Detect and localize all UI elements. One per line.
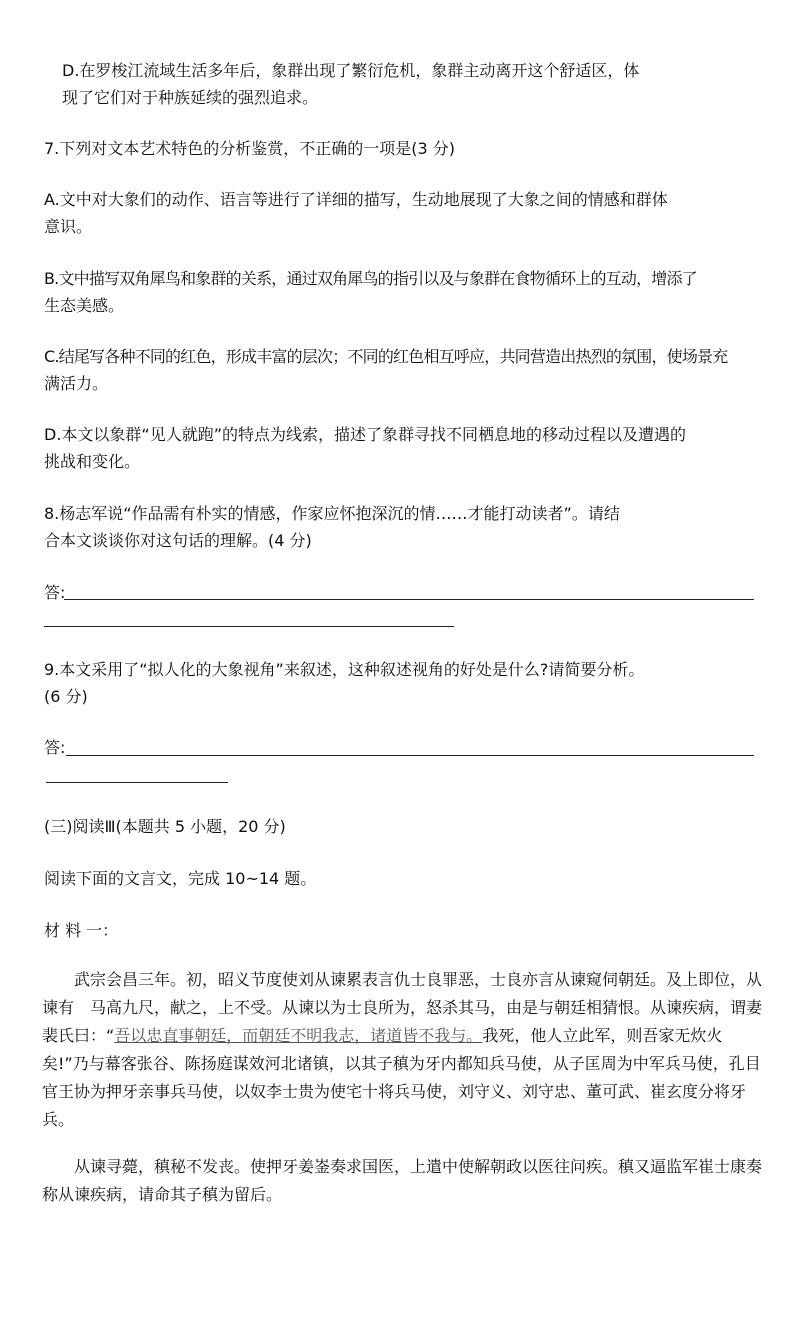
q7-option-a-line1: A.文中对大象们的动作、语言等进行了详细的描写，生动地展现了大象之间的情感和群体: [44, 190, 668, 209]
q7-option-c-line1: C.结尾写各种不同的红色，形成丰富的层次；不同的红色相互呼应，共同营造出热烈的氛围，使场景充: [44, 347, 728, 366]
passage-text-before: 武宗会昌三年。初，昭义节度使刘从谏累表言仇士良罪恶，士良亦言从谏窥伺朝廷。及上即位，从谏有 马高九尺，献之，上不受。从谏以为士良所为，怒杀其马，由是与朝廷相猜恨。从谏疾病，谓妻裴氏曰：“: [42, 970, 763, 1045]
q8-answer-line-2[interactable]: [44, 626, 454, 627]
q7-option-a[interactable]: [44, 186, 764, 240]
q9-stem-line1: 9.本文采用了“拟人化的大象视角”来叙述，这种叙述视角的好处是什么?请简要分析。: [44, 660, 645, 679]
q7-option-b[interactable]: [44, 265, 764, 319]
q7-option-b-line2: 生态美感。: [44, 296, 125, 315]
q9-stem-line2: (6 分): [44, 687, 88, 706]
q8-answer-label: 答:: [44, 583, 66, 602]
q9-answer-line-2[interactable]: [46, 782, 228, 783]
q8-answer-line-1[interactable]: [64, 599, 754, 600]
q7-option-c-line2: 满活力。: [44, 374, 109, 393]
q6-option-d: [62, 57, 762, 111]
q7-option-c[interactable]: [44, 343, 764, 397]
q7-option-d-line1: D.本文以象群“见人就跑”的特点为线索，描述了象群寻找不同栖息地的移动过程以及遭遇的: [44, 425, 686, 444]
section-instruction: 阅读下面的文言文，完成 10~14 题。: [44, 869, 317, 888]
underlined-sentence: 吾以忠直事朝廷，而朝廷不明我志，诸道皆不我与。: [114, 1026, 483, 1045]
q9-stem: [44, 656, 764, 710]
material-label: 材 料 一：: [44, 921, 119, 940]
section-heading: (三)阅读Ⅲ(本题共 5 小题，20 分): [44, 817, 286, 836]
q9-answer-label: 答:: [44, 738, 66, 757]
q6-option-d-line1: D.在罗梭江流域生活多年后，象群出现了繁衍危机，象群主动离开这个舒适区，体: [62, 61, 640, 80]
q9-answer-line-1[interactable]: [66, 755, 754, 756]
q6-option-d-line2: 现了它们对于种族延续的强烈追求。: [62, 88, 319, 107]
passage-paragraph-2: 从谏寻薨，稹秘不发丧。使押牙姜崟奏求国医，上遣中使解朝政以医往问疾。稹又逼监军崔士康奏称从谏疾病，请命其子稹为留后。: [42, 1157, 763, 1204]
q8-stem: [44, 500, 764, 554]
q7-option-b-line1: B.文中描写双角犀鸟和象群的关系，通过双角犀鸟的指引以及与象群在食物循环上的互动，增添了: [44, 269, 697, 288]
passage-paragraph-1: [42, 966, 764, 1134]
q7-option-d-line2: 挑战和变化。: [44, 452, 141, 471]
q7-stem: 7.下列对文本艺术特色的分析鉴赏，不正确的一项是(3 分): [44, 139, 456, 158]
q8-stem-line2: 合本文谈谈你对这句话的理解。(4 分): [44, 531, 312, 550]
q7-option-a-line2: 意识。: [44, 217, 93, 236]
q7-option-d[interactable]: [44, 421, 764, 475]
passage-text-after: 我死，他人立此军，则吾家无炊火矣!”乃与幕客张谷、陈扬庭谋效河北诸镇，以其子稹为牙内都知兵马使，从子匡周为中军兵马使，孔目官王协为押牙亲事兵马使，以奴李士贵为使宅十将兵马使，刘守义、刘守忠、董可武、崔玄度分将牙兵。: [42, 1026, 761, 1129]
q8-stem-line1: 8.杨志军说“作品需有朴实的情感，作家应怀抱深沉的情……才能打动读者”。请结: [44, 504, 620, 523]
